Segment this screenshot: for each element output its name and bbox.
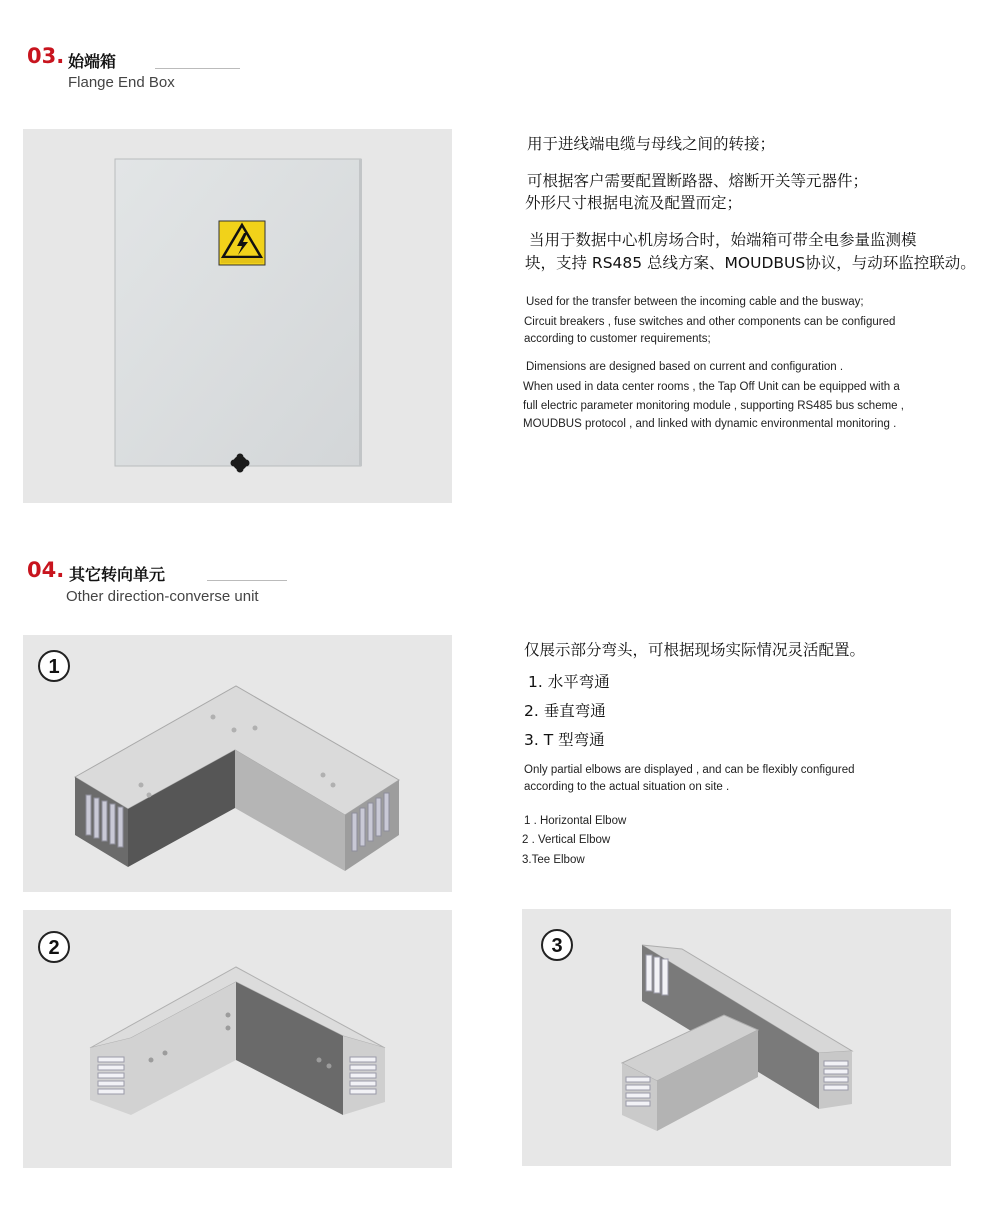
- desc-cn-line: 用于进线端电缆与母线之间的转接；: [527, 135, 776, 153]
- desc-cn-line: 当用于数据中心机房场合时，始端箱可带全电参量监测模: [529, 231, 917, 249]
- desc-cn-line: 3. T 型弯通: [524, 731, 605, 749]
- warning-sign-icon: [219, 221, 265, 265]
- flange-end-box-image: [23, 129, 452, 503]
- section-03-title-en: Flange End Box: [68, 74, 175, 91]
- desc-en-line: full electric parameter monitoring module , supporting RS485 bus scheme ,: [523, 400, 904, 412]
- desc-cn-line: 可根据客户需要配置断路器、熔断开关等元器件；: [527, 172, 869, 190]
- horizontal-elbow-image: [23, 635, 452, 892]
- section-04-rule: [207, 580, 287, 581]
- desc-cn-line: 1. 水平弯通: [528, 673, 610, 691]
- vertical-elbow-illustration: [23, 910, 452, 1168]
- desc-cn-line: 外形尺寸根据电流及配置而定；: [525, 194, 743, 212]
- section-04-title-en: Other direction-converse unit: [66, 588, 259, 605]
- badge-2: 2: [38, 931, 70, 963]
- desc-cn-line: 块，支持 RS485 总线方案、MOUDBUS协议，与动环监控联动。: [525, 254, 976, 272]
- desc-cn-line: 仅展示部分弯头，可根据现场实际情况灵活配置。: [524, 641, 866, 659]
- desc-en-line: MOUDBUS protocol , and linked with dynamic environmental monitoring .: [523, 418, 897, 430]
- horizontal-elbow-illustration: [23, 635, 452, 892]
- flange-end-box-illustration: [23, 129, 452, 503]
- desc-en-line: When used in data center rooms , the Tap Off Unit can be equipped with a: [523, 381, 900, 393]
- list-item: 3.Tee Elbow: [522, 854, 585, 866]
- desc-en-line: according to the actual situation on site .: [524, 781, 730, 793]
- section-04-number: 04.: [27, 558, 65, 582]
- desc-en-line: Only partial elbows are displayed , and can be flexibly configured: [524, 764, 855, 776]
- tee-elbow-illustration: [522, 909, 951, 1166]
- list-item: 2 . Vertical Elbow: [522, 834, 611, 846]
- tee-elbow-image: [522, 909, 951, 1166]
- desc-en-line: Dimensions are designed based on current and configuration .: [526, 361, 844, 373]
- desc-en-line: Circuit breakers , fuse switches and other components can be configured: [524, 316, 896, 328]
- section-03-title-cn: 始端箱: [68, 52, 117, 71]
- vertical-elbow-image: [23, 910, 452, 1168]
- desc-en-line: according to customer requirements;: [524, 333, 711, 345]
- desc-en-line: Used for the transfer between the incoming cable and the busway;: [526, 296, 864, 308]
- badge-3: 3: [541, 929, 573, 961]
- list-item: 1 . Horizontal Elbow: [524, 815, 627, 827]
- desc-cn-line: 2. 垂直弯通: [524, 702, 606, 720]
- section-04-title-cn: 其它转向单元: [69, 565, 166, 584]
- section-03-rule: [155, 68, 240, 69]
- section-03-number: 03.: [27, 44, 65, 68]
- badge-1: 1: [38, 650, 70, 682]
